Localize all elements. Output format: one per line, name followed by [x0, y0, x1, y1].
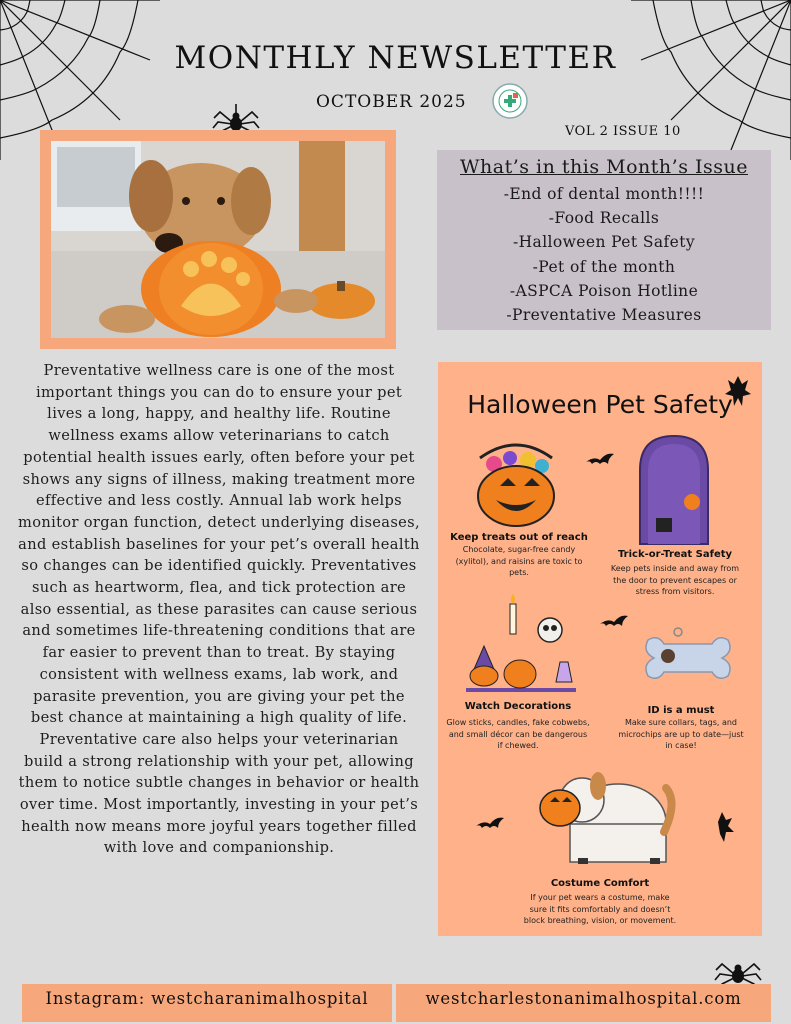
tip-body: If your pet wears a costume, make sure it fits comfortably and doesn’t block breathing, vision, or movement.: [523, 893, 677, 925]
tip-heading: Watch Decorations: [464, 701, 572, 712]
clinic-logo-icon: [491, 82, 529, 120]
tip-heading: ID is a must: [647, 705, 715, 716]
safety-illustrations: [438, 362, 762, 936]
newsletter-title: MONTHLY NEWSLETTER: [174, 40, 617, 76]
tip-heading: Keep treats out of reach: [450, 532, 588, 543]
preventative-care-article: Preventative wellness care is one of the most important things you can do to ensure your pet lives a long, happy, and healthy life. Routine wellness exams allow veterinarians to catch potential health issues early, often before your pet shows any signs of illness, making treatment more effective and less costly. Annual lab work helps monitor organ function, detect underlying diseases, and establish baselines for your pet’s overall health so changes can be identified quickly. Preventatives such as heartworm, flea, and tick protection are also essential, as these parasites can cause serious and sometimes life-threatening conditions that are far easier to prevent than to treat. By staying consistent with wellness exams, lab work, and parasite prevention, you are giving your pet the best chance at maintaining a high quality of life. Preventative care also helps your veterinarian build a strong relationship with your pet, allowing them to notice subtle changes in behavior or health over time. Most importantly, investing in your pet’s health now means more joyful years together filled with love and companionship.: [18, 362, 420, 857]
safety-title: Halloween Pet Safety: [467, 390, 733, 419]
front-door-icon: [640, 436, 708, 544]
contents-item: -End of dental month!!!!: [503, 185, 705, 203]
contents-item: -ASPCA Poison Hotline: [509, 281, 699, 300]
ghost-costume-dog-icon: [540, 772, 672, 864]
bat-icon: [718, 812, 734, 842]
tip-body: Keep pets inside and away from the door to prevent escapes or stress from visitors.: [610, 564, 740, 596]
tip-heading: Trick-or-Treat Safety: [617, 549, 733, 560]
instagram-handle: Instagram: westcharanimalhospital: [22, 984, 392, 1022]
tip-heading: Costume Comfort: [550, 878, 650, 889]
puppy-with-pumpkin-photo: [51, 141, 385, 338]
id-tag-icon: [646, 628, 730, 678]
contents-box: [437, 150, 771, 330]
contents-item: -Pet of the month: [532, 257, 676, 276]
website-url[interactable]: westcharlestonanimalhospital.com: [396, 984, 771, 1022]
contents-item: -Halloween Pet Safety: [513, 233, 695, 252]
bat-icon: [586, 454, 614, 464]
tip-body: Chocolate, sugar-free candy (xylitol), and raisins are toxic to pets.: [455, 545, 583, 577]
bat-icon: [476, 818, 504, 828]
contents-item: -Preventative Measures: [506, 306, 702, 325]
featured-photo-frame: [40, 130, 396, 349]
bat-icon: [600, 616, 628, 626]
volume-issue: VOL 2 ISSUE 10: [565, 124, 681, 139]
halloween-safety-infographic: [438, 362, 762, 936]
issue-date: OCTOBER 2025: [316, 92, 467, 112]
contents-title: What’s in this Month’s Issue: [460, 156, 748, 178]
contents-item: -Food Recalls: [548, 209, 660, 228]
pumpkin-bucket-icon: [478, 445, 554, 526]
halloween-decorations-icon: [466, 594, 576, 692]
tip-body: Make sure collars, tags, and microchips are up to date—just in case!: [618, 718, 744, 750]
tip-body: Glow sticks, candles, fake cobwebs, and small décor can be dangerous if chewed.: [446, 718, 590, 750]
